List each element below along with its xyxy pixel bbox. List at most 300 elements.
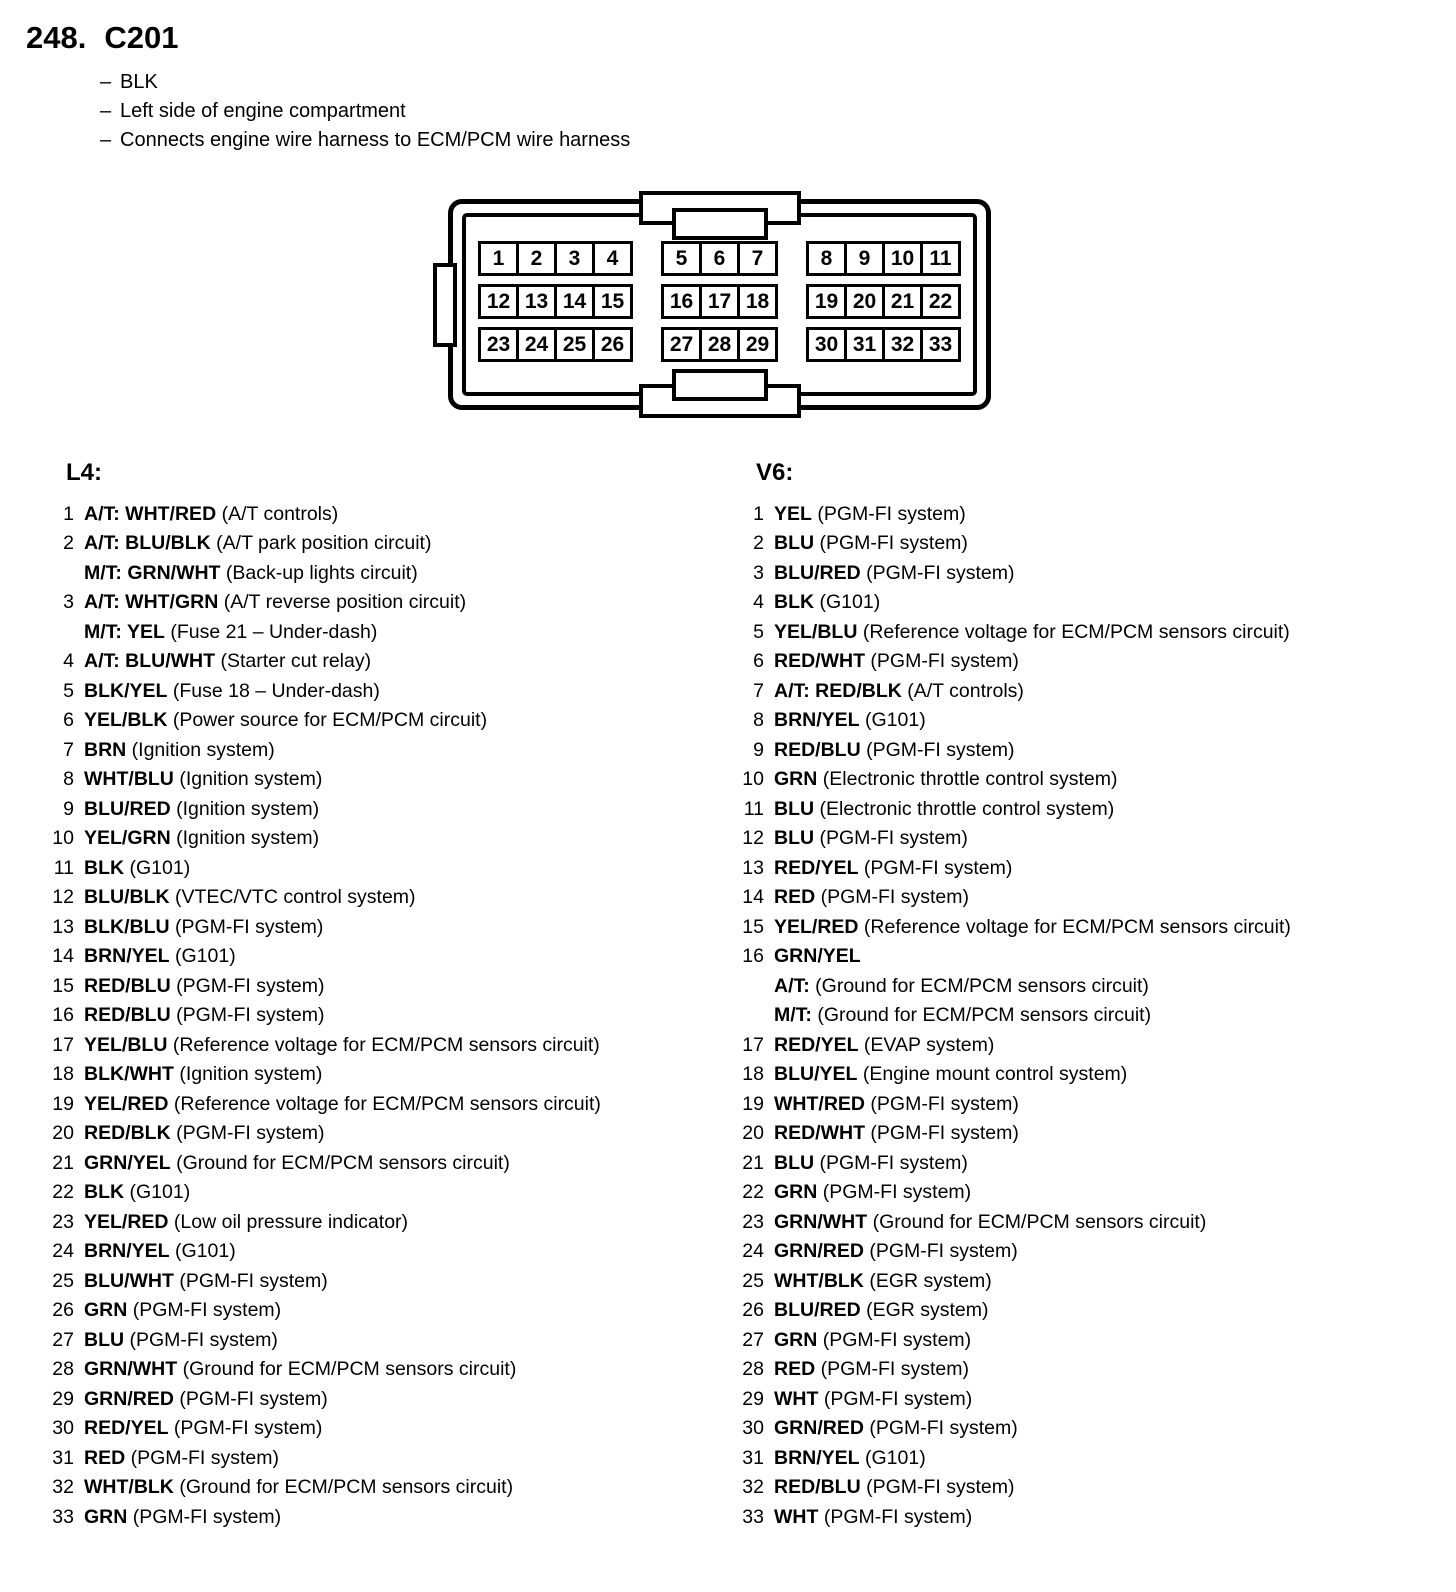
pin-cell: 20	[844, 284, 885, 319]
pin-description-line: M/T: (Ground for ECM/PCM sensors circuit)	[774, 1004, 1152, 1026]
pin-cell: 21	[882, 284, 923, 319]
pin-description-line: BLU/YEL (Engine mount control system)	[774, 1063, 1128, 1085]
wire-color-code: A/T: BLU/BLK	[84, 532, 211, 554]
pin-description-line: GRN/RED (PGM-FI system)	[84, 1387, 328, 1410]
pin-cell: 31	[844, 327, 885, 362]
dash-marker: –	[100, 100, 112, 122]
pin-number: 33	[52, 1505, 74, 1528]
pin-cell: 9	[844, 241, 885, 276]
pin-description-line: A/T: WHT/GRN (A/T reverse position circuit)	[84, 591, 467, 613]
wire-color-code: BLU	[84, 1328, 125, 1351]
pin-description	[84, 500, 338, 530]
pin-description	[774, 913, 1291, 943]
pin-description-line: WHT/BLU (Ignition system)	[84, 768, 323, 790]
pin-description	[774, 765, 1118, 795]
pin-description	[84, 1031, 600, 1061]
pin-entry	[730, 913, 1440, 943]
pin-entry	[40, 1060, 730, 1090]
pin-entry	[730, 529, 1440, 559]
pin-cell: 6	[699, 241, 740, 276]
pin-description	[84, 942, 236, 972]
pin-description	[84, 1326, 278, 1356]
pin-number: 28	[742, 1358, 764, 1380]
wire-color-code: WHT/RED	[774, 1092, 865, 1115]
pin-description-line: WHT (PGM-FI system)	[774, 1387, 973, 1410]
wire-color-code: RED/YEL	[84, 1417, 169, 1439]
pin-group	[478, 284, 633, 319]
pin-cell: 32	[882, 327, 923, 362]
pin-description-line: GRN (PGM-FI system)	[774, 1181, 972, 1203]
pin-number: 2	[63, 532, 74, 554]
pin-number: 13	[742, 856, 764, 879]
pin-description-line: BLU (PGM-FI system)	[84, 1328, 278, 1351]
pin-cell: 33	[920, 327, 961, 362]
pin-description	[84, 1149, 510, 1179]
pin-entry	[730, 706, 1440, 736]
pin-description	[774, 1208, 1206, 1238]
pin-entry	[40, 588, 730, 647]
pin-description-line: BRN/YEL (G101)	[84, 1240, 236, 1262]
pin-cell: 25	[554, 327, 595, 362]
pin-description-line: GRN/RED (PGM-FI system)	[774, 1240, 1018, 1262]
pin-entry	[730, 559, 1440, 589]
pin-description	[774, 677, 1024, 707]
pin-number: 16	[742, 945, 764, 967]
pin-entry	[730, 1296, 1440, 1326]
pin-number: 16	[52, 1004, 74, 1026]
pin-number: 3	[63, 591, 74, 613]
wire-color-code: WHT/BLK	[84, 1476, 174, 1498]
pin-entry	[40, 824, 730, 854]
pin-group	[661, 327, 778, 362]
l4-column	[40, 458, 730, 1532]
pin-entry	[40, 1178, 730, 1208]
pin-description	[774, 618, 1290, 648]
wire-color-code: BRN	[84, 738, 127, 761]
pin-entry	[730, 500, 1440, 530]
pin-number: 32	[52, 1476, 74, 1498]
pin-number: 18	[52, 1063, 74, 1085]
pin-description	[84, 1237, 236, 1267]
pin-entry	[730, 1503, 1440, 1533]
pin-description	[84, 1414, 322, 1444]
section-number: 248.	[26, 20, 87, 55]
pin-description-line: A/T: WHT/RED (A/T controls)	[84, 502, 339, 525]
wire-color-code: BRN/YEL	[774, 709, 860, 731]
pin-number: 15	[52, 974, 74, 997]
pin-number: 22	[52, 1181, 74, 1203]
pin-number: 28	[52, 1358, 74, 1380]
pin-cell: 1	[478, 241, 519, 276]
l4-pin-list	[40, 500, 730, 1533]
pin-number: 21	[52, 1151, 74, 1174]
pin-description	[84, 736, 275, 766]
pin-description-line: BLK (G101)	[774, 591, 881, 613]
pin-description-line: BLK (G101)	[84, 856, 191, 879]
pin-description	[774, 883, 969, 913]
pin-row	[478, 284, 961, 319]
pin-entry	[730, 1444, 1440, 1474]
pin-number: 18	[742, 1063, 764, 1085]
pin-description-line: BRN (Ignition system)	[84, 738, 275, 761]
pin-description-line: YEL/RED (Low oil pressure indicator)	[84, 1210, 409, 1233]
pin-row	[478, 327, 961, 362]
pin-cell: 4	[592, 241, 633, 276]
wire-color-code: RED	[84, 1446, 126, 1469]
pin-number: 33	[742, 1505, 764, 1528]
pin-description-line: YEL/BLU (Reference voltage for ECM/PCM sensors circuit)	[774, 620, 1290, 643]
pin-number: 29	[52, 1387, 74, 1410]
pin-description	[84, 883, 416, 913]
wire-color-code: BLU/RED	[84, 797, 171, 820]
pin-description	[84, 795, 319, 825]
wire-color-code: GRN/RED	[774, 1417, 864, 1439]
pin-description-line: RED/BLU (PGM-FI system)	[774, 1476, 1015, 1498]
wire-color-code: YEL/BLU	[774, 620, 858, 643]
pin-description	[774, 736, 1015, 766]
pin-description	[774, 1296, 989, 1326]
pin-cell: 17	[699, 284, 740, 319]
pin-description-line: RED/BLK (PGM-FI system)	[84, 1122, 325, 1144]
pin-group	[661, 241, 778, 276]
pin-entry	[40, 1208, 730, 1238]
wire-color-code: RED/BLK	[84, 1122, 171, 1144]
pin-description-line: BLK (G101)	[84, 1181, 191, 1203]
pin-description	[84, 824, 319, 854]
wire-color-code: RED	[774, 1358, 816, 1380]
pin-group	[806, 241, 961, 276]
pin-number: 31	[742, 1446, 764, 1469]
pin-number: 2	[753, 532, 764, 554]
note-line: – Connects engine wire harness to ECM/PCM wire harness	[100, 126, 1456, 155]
pin-description	[774, 588, 880, 618]
pin-description	[774, 1119, 1019, 1149]
pin-description	[774, 647, 1019, 677]
pin-number: 21	[742, 1151, 764, 1174]
pin-number: 10	[52, 827, 74, 849]
pin-cell: 12	[478, 284, 519, 319]
pin-entry	[40, 1414, 730, 1444]
pin-cell: 8	[806, 241, 847, 276]
pin-entry	[730, 1473, 1440, 1503]
pin-entry	[730, 1385, 1440, 1415]
pin-description	[774, 1237, 1018, 1267]
wire-color-code: BLK/YEL	[84, 679, 168, 702]
pin-entry	[40, 972, 730, 1002]
pin-description	[774, 824, 968, 854]
pin-cell: 11	[920, 241, 961, 276]
pin-description	[84, 677, 380, 707]
pin-entry	[40, 1473, 730, 1503]
pin-entry	[730, 765, 1440, 795]
connector-diagram	[448, 199, 993, 410]
wire-color-code: RED	[774, 886, 816, 908]
pin-description-line: M/T: GRN/WHT (Back-up lights circuit)	[84, 561, 418, 584]
wire-color-code: RED/WHT	[774, 1122, 865, 1144]
pin-description-line: GRN (PGM-FI system)	[84, 1299, 282, 1321]
pin-number: 5	[753, 620, 764, 643]
pin-cell: 3	[554, 241, 595, 276]
pin-cell: 13	[516, 284, 557, 319]
pin-entry	[40, 1001, 730, 1031]
pin-description-line: YEL/RED (Reference voltage for ECM/PCM sensors circuit)	[774, 915, 1291, 938]
pin-row	[478, 241, 961, 276]
pin-number: 6	[753, 650, 764, 672]
pin-entry	[730, 647, 1440, 677]
pin-description-line: RED/BLU (PGM-FI system)	[774, 738, 1015, 761]
pinout-columns	[40, 458, 1456, 1532]
pin-description-line: YEL/GRN (Ignition system)	[84, 827, 320, 849]
wire-color-code: WHT	[774, 1505, 819, 1528]
wire-color-code: BRN/YEL	[84, 945, 170, 967]
wire-color-code: RED/BLU	[84, 1004, 171, 1026]
wire-color-code: WHT/BLU	[84, 768, 174, 790]
pin-description	[774, 795, 1114, 825]
page-title	[0, 0, 1456, 56]
pin-entry	[730, 618, 1440, 648]
pin-number: 3	[753, 561, 764, 584]
pin-description	[84, 1355, 516, 1385]
pin-entry	[40, 1119, 730, 1149]
pin-description-line: WHT/BLK (EGR system)	[774, 1269, 992, 1292]
pin-description-line: BLU/WHT (PGM-FI system)	[84, 1269, 328, 1292]
pin-entry	[40, 942, 730, 972]
pin-group	[478, 327, 633, 362]
wire-color-code: BLU/YEL	[774, 1063, 858, 1085]
pin-description-line: YEL/BLK (Power source for ECM/PCM circuit)	[84, 709, 488, 731]
pin-number: 4	[753, 591, 764, 613]
pin-description-line: GRN/WHT (Ground for ECM/PCM sensors circuit)	[84, 1358, 517, 1380]
pin-cell: 16	[661, 284, 702, 319]
pin-description-line: M/T: YEL (Fuse 21 – Under-dash)	[84, 620, 378, 643]
connector-side-nub	[433, 263, 457, 347]
wire-color-code: BRN/YEL	[84, 1240, 170, 1262]
pin-number: 20	[742, 1122, 764, 1144]
pin-description-line: BLU/RED (PGM-FI system)	[774, 561, 1015, 584]
pin-description	[774, 559, 1015, 589]
pin-entry	[40, 706, 730, 736]
pin-description	[774, 1178, 971, 1208]
pin-number: 5	[63, 679, 74, 702]
pin-description	[84, 1060, 322, 1090]
pin-cell: 28	[699, 327, 740, 362]
pin-cell: 22	[920, 284, 961, 319]
wire-color-code: BLU/RED	[774, 1299, 861, 1321]
wire-color-code: GRN/WHT	[774, 1210, 868, 1233]
pin-description	[84, 588, 466, 647]
pin-description-line: BLU (Electronic throttle control system)	[774, 797, 1115, 820]
pin-cell: 14	[554, 284, 595, 319]
pin-description	[774, 529, 968, 559]
wire-color-code: M/T: YEL	[84, 620, 165, 643]
wire-color-code: M/T:	[774, 1004, 812, 1026]
pin-number: 29	[742, 1387, 764, 1410]
pin-number: 14	[52, 945, 74, 967]
pin-description-line: GRN/RED (PGM-FI system)	[774, 1417, 1018, 1439]
note-line: – BLK	[100, 68, 1456, 97]
pin-description-line: A/T: BLU/WHT (Starter cut relay)	[84, 650, 372, 672]
connector-shell	[448, 199, 991, 410]
pin-cell: 5	[661, 241, 702, 276]
pin-entry	[730, 1326, 1440, 1356]
pin-number: 32	[742, 1476, 764, 1498]
pin-number: 17	[52, 1033, 74, 1056]
pin-entry	[40, 736, 730, 766]
pin-description	[774, 942, 1151, 1031]
pin-cell: 30	[806, 327, 847, 362]
pin-description	[774, 1326, 971, 1356]
pin-entry	[730, 1267, 1440, 1297]
wire-color-code: WHT/BLK	[774, 1269, 864, 1292]
pin-description-line: WHT/BLK (Ground for ECM/PCM sensors circuit)	[84, 1476, 514, 1498]
pin-cell: 19	[806, 284, 847, 319]
pin-number: 9	[63, 797, 74, 820]
wire-color-code: GRN/RED	[84, 1387, 174, 1410]
pin-entry	[730, 795, 1440, 825]
pin-number: 31	[52, 1446, 74, 1469]
pin-description	[84, 1296, 281, 1326]
pin-number: 1	[63, 502, 74, 525]
pin-cell: 27	[661, 327, 702, 362]
pin-description	[774, 1444, 926, 1474]
pin-entry	[40, 854, 730, 884]
pin-description	[84, 529, 431, 588]
pin-description-line: RED/WHT (PGM-FI system)	[774, 1122, 1019, 1144]
pin-cell: 7	[737, 241, 778, 276]
pin-description	[84, 1385, 328, 1415]
wire-color-code: RED/BLU	[774, 738, 861, 761]
pin-entry	[730, 1414, 1440, 1444]
wire-color-code: M/T: GRN/WHT	[84, 561, 221, 584]
wire-color-code: YEL/BLU	[84, 1033, 168, 1056]
pin-number: 19	[52, 1092, 74, 1115]
note-line: – Left side of engine compartment	[100, 97, 1456, 126]
v6-column	[730, 458, 1440, 1532]
v6-pin-list	[730, 500, 1440, 1533]
wire-color-code: BLK/WHT	[84, 1063, 174, 1085]
wire-color-code: A/T: BLU/WHT	[84, 650, 216, 672]
dash-marker: –	[100, 71, 112, 93]
pin-entry	[40, 1267, 730, 1297]
pin-entry	[730, 1237, 1440, 1267]
pin-entry	[40, 1326, 730, 1356]
wire-color-code: BLU	[774, 827, 815, 849]
wire-color-code: BLU/BLK	[84, 886, 170, 908]
pin-number: 1	[753, 502, 764, 525]
pin-description	[84, 1444, 279, 1474]
wire-color-code: BLU/RED	[774, 561, 861, 584]
pin-entry	[40, 1503, 730, 1533]
pin-entry	[40, 1296, 730, 1326]
wire-color-code: YEL/GRN	[84, 827, 171, 849]
pin-description-line: RED (PGM-FI system)	[774, 886, 969, 908]
wire-color-code: BLU/WHT	[84, 1269, 174, 1292]
pin-description	[774, 500, 966, 530]
pin-entry	[730, 1031, 1440, 1061]
pin-description-line: RED/BLU (PGM-FI system)	[84, 1004, 325, 1026]
wire-color-code: A/T: RED/BLK	[774, 679, 902, 702]
pin-description-line: GRN (Electronic throttle control system)	[774, 768, 1118, 790]
pin-cell: 18	[737, 284, 778, 319]
connector-id: C201	[104, 20, 179, 55]
pin-number: 23	[742, 1210, 764, 1233]
pin-number: 27	[52, 1328, 74, 1351]
pin-description-line: GRN/YEL (Ground for ECM/PCM sensors circuit)	[84, 1151, 510, 1174]
wire-color-code: A/T: WHT/GRN	[84, 591, 219, 613]
wire-color-code: RED/BLU	[84, 974, 171, 997]
pin-description-line: BLU (PGM-FI system)	[774, 827, 968, 849]
pin-group	[806, 327, 961, 362]
wire-color-code: YEL/RED	[84, 1092, 169, 1115]
wire-color-code: GRN/RED	[774, 1240, 864, 1262]
pin-entry	[730, 1060, 1440, 1090]
pin-entry	[730, 736, 1440, 766]
wire-color-code: WHT	[774, 1387, 819, 1410]
pin-description	[84, 706, 487, 736]
pin-number: 12	[52, 886, 74, 908]
pin-group	[806, 284, 961, 319]
pin-description	[774, 1060, 1127, 1090]
pin-entry	[730, 1149, 1440, 1179]
wire-color-code: RED/YEL	[774, 1033, 859, 1056]
pin-entry	[40, 1090, 730, 1120]
pin-description-line: RED/BLU (PGM-FI system)	[84, 974, 325, 997]
pin-description-line	[774, 942, 1151, 972]
pin-cell: 26	[592, 327, 633, 362]
pin-description-line: BLU/BLK (VTEC/VTC control system)	[84, 886, 416, 908]
wire-color-code: GRN	[774, 1181, 818, 1203]
pin-number: 7	[63, 738, 74, 761]
pin-entry	[40, 765, 730, 795]
pin-entry	[40, 913, 730, 943]
pin-description	[774, 1414, 1018, 1444]
pin-group	[661, 284, 778, 319]
pin-description	[84, 1001, 325, 1031]
wire-color-code: YEL/BLK	[84, 709, 168, 731]
pin-description-line: RED/YEL (PGM-FI system)	[84, 1417, 323, 1439]
pin-number: 4	[63, 650, 74, 672]
pin-group	[478, 241, 633, 276]
pin-number: 13	[52, 915, 74, 938]
pin-entry	[730, 1090, 1440, 1120]
pin-entry	[40, 1385, 730, 1415]
pin-description	[774, 1267, 992, 1297]
pin-description	[774, 1385, 972, 1415]
pin-description	[84, 1503, 281, 1533]
dash-marker: –	[100, 129, 112, 151]
pin-number: 30	[52, 1417, 74, 1439]
pin-description-line: GRN (PGM-FI system)	[84, 1505, 282, 1528]
wire-color-code: GRN	[774, 768, 818, 790]
pin-description-line: BLU/RED (Ignition system)	[84, 797, 320, 820]
pin-description-line: YEL/RED (Reference voltage for ECM/PCM sensors circuit)	[84, 1092, 601, 1115]
wire-color-code: A/T: WHT/RED	[84, 502, 217, 525]
pin-description-line: YEL (PGM-FI system)	[774, 502, 966, 525]
pin-description	[84, 913, 323, 943]
pin-description-line: BLU (PGM-FI system)	[774, 1151, 968, 1174]
v6-heading: V6:	[756, 459, 794, 486]
pin-number: 11	[53, 856, 74, 879]
pin-cell: 29	[737, 327, 778, 362]
pin-number: 19	[742, 1092, 764, 1115]
pin-number: 25	[742, 1269, 764, 1292]
pin-description	[774, 1090, 1019, 1120]
pin-entry	[730, 677, 1440, 707]
pin-entry	[730, 942, 1440, 1031]
wire-color-code: YEL/RED	[774, 915, 859, 938]
pin-description	[774, 706, 926, 736]
pin-entry	[730, 588, 1440, 618]
